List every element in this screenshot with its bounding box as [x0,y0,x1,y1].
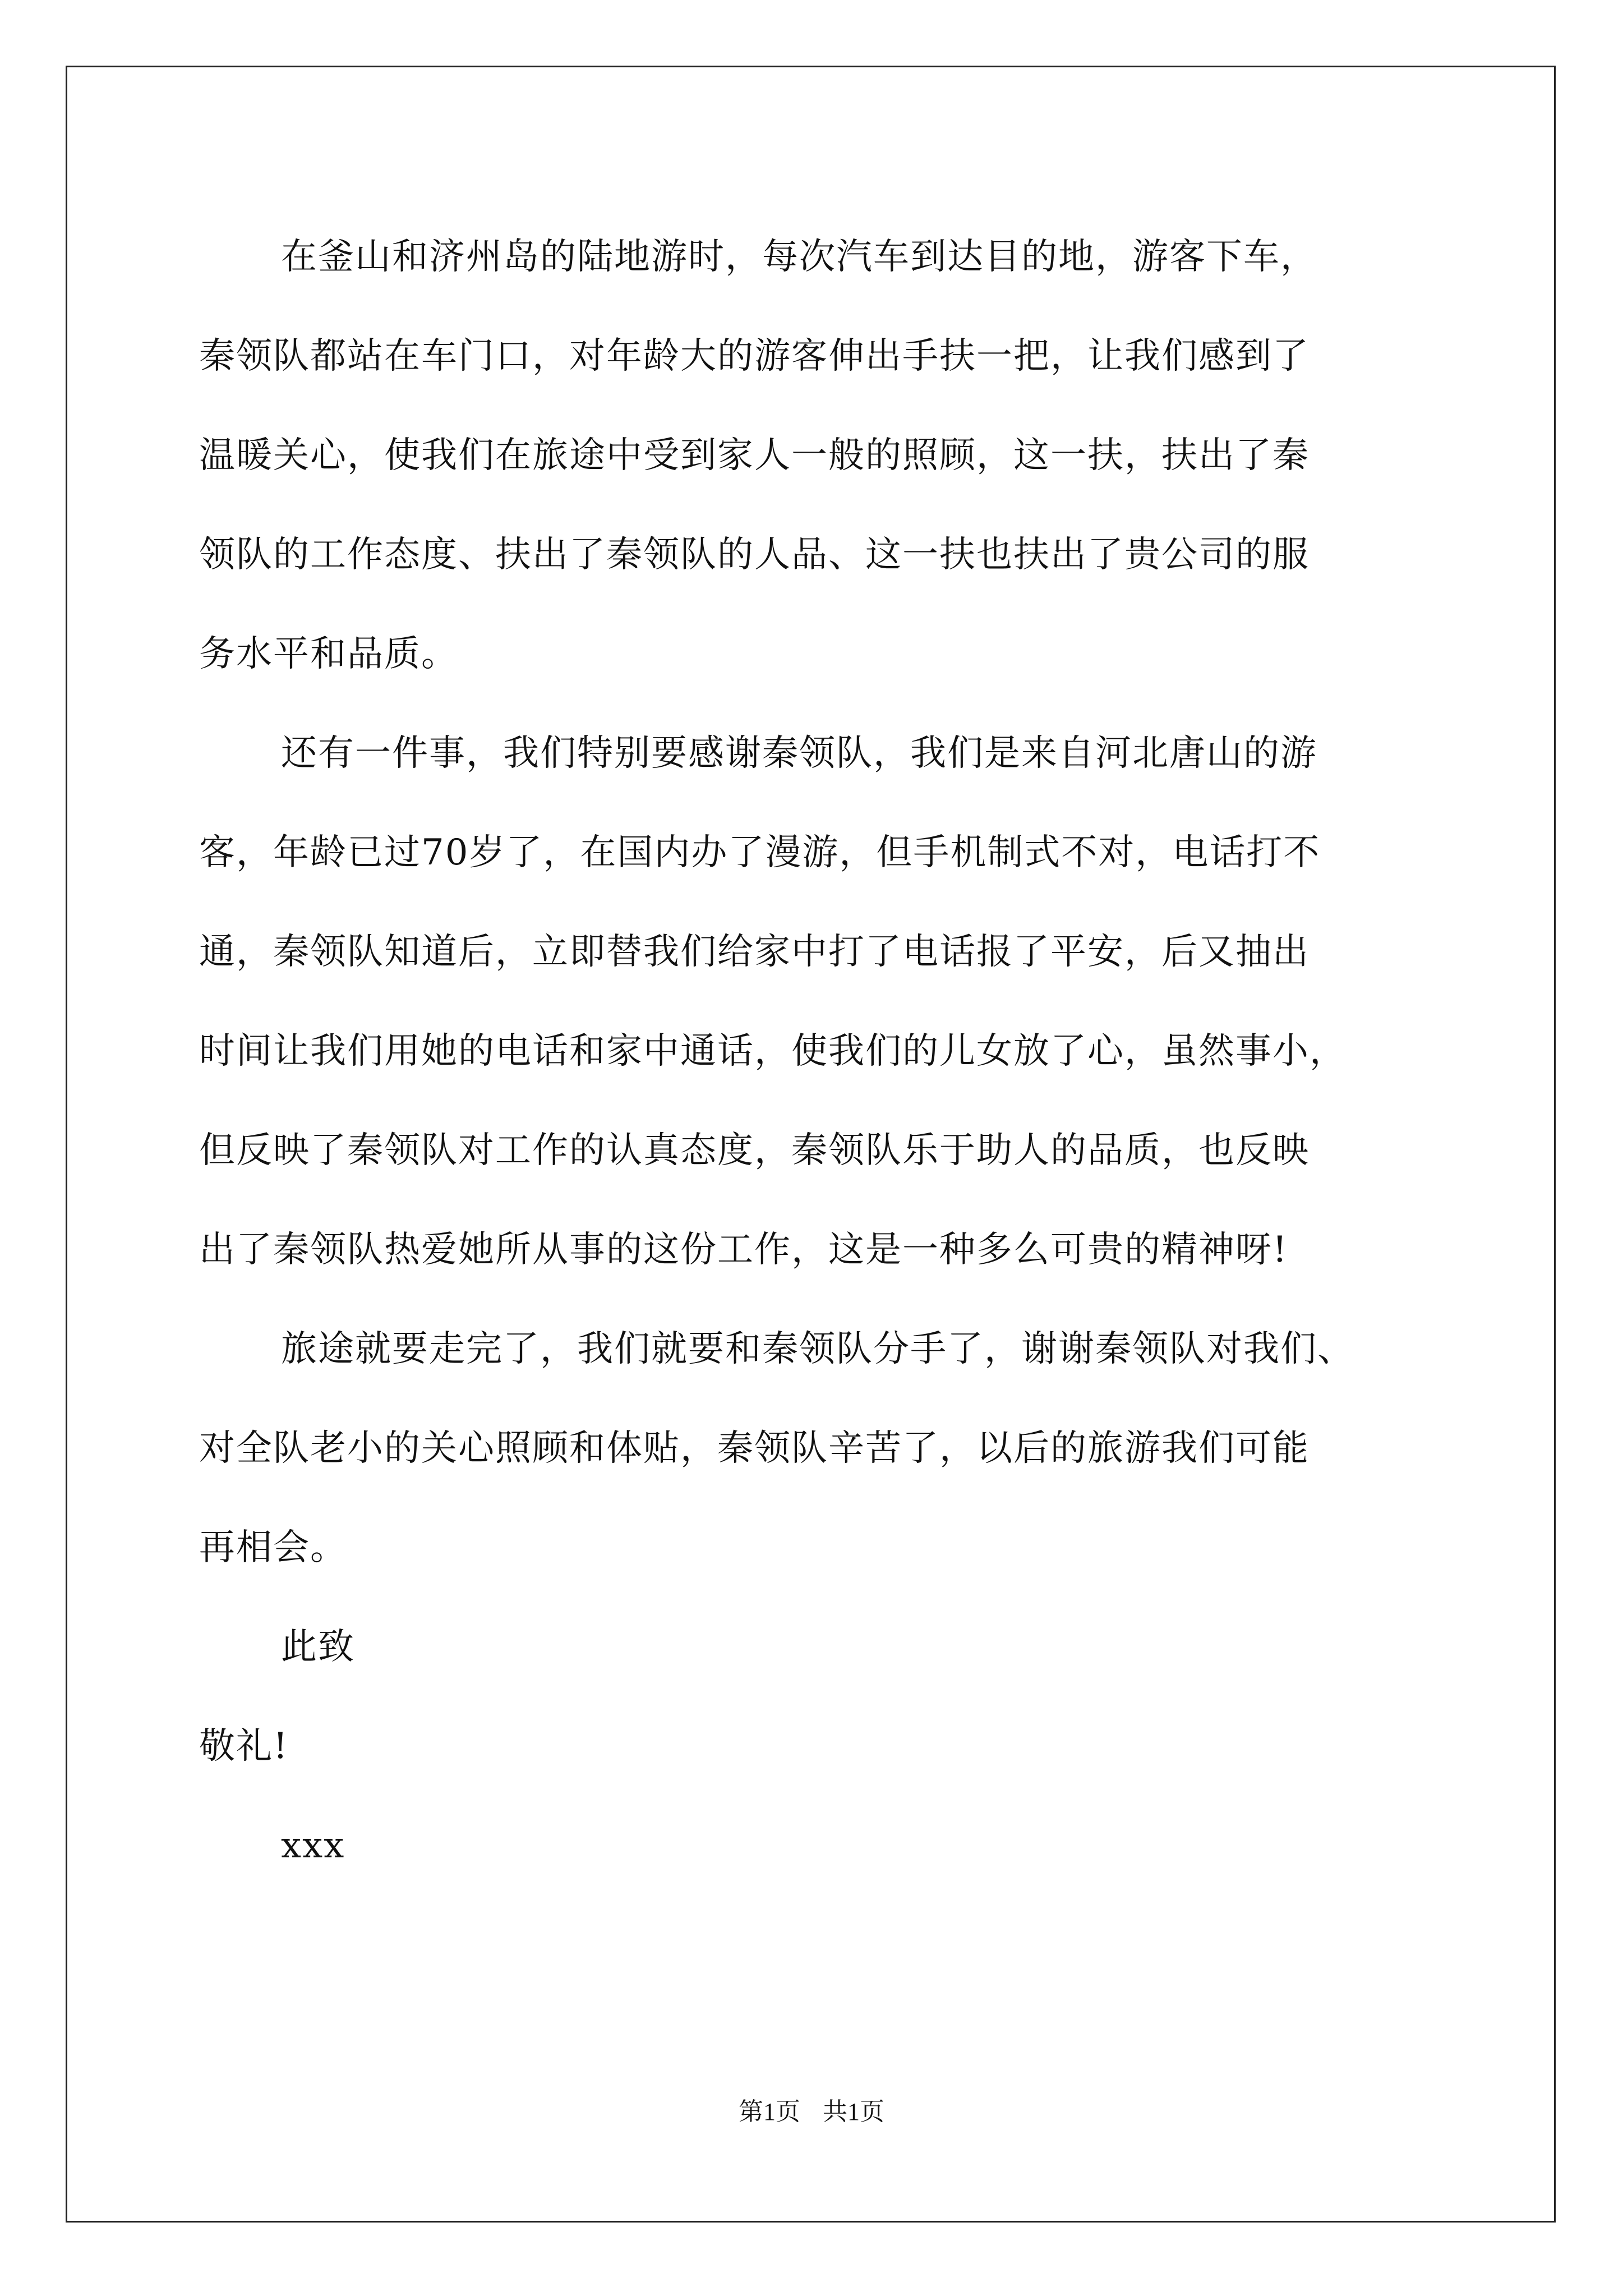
paragraph-2-line-5: 但反映了秦领队对工作的认真态度，秦领队乐于助人的品质，也反映 [199,1130,1310,1171]
paragraph-3-line-3: 再相会。 [199,1527,347,1568]
paragraph-2-line-6: 出了秦领队热爱她所从事的这份工作，这是一种多么可贵的精神呀! [199,1229,1288,1271]
paragraph-2-line-3: 通，秦领队知道后，立即替我们给家中打了电话报了平安，后又抽出 [199,931,1310,973]
paragraph-1-line-5: 务水平和品质。 [199,633,458,675]
paragraph-2-line-4: 时间让我们用她的电话和家中通话，使我们的儿女放了心，虽然事小， [199,1030,1347,1072]
page-number-current: 第1页 [739,2098,800,2125]
paragraph-2-line-1: 还有一件事，我们特别要感谢秦领队，我们是来自河北唐山的游 [281,733,1317,774]
paragraph-1-line-3: 温暖关心，使我们在旅途中受到家人一般的照顾，这一扶，扶出了秦 [199,435,1310,476]
letter-body [199,208,1427,1895]
paragraph-3-line-1: 旅途就要走完了，我们就要和秦领队分手了，谢谢秦领队对我们、 [281,1328,1354,1370]
paragraph-1-line-4: 领队的工作态度、扶出了秦领队的人品、这一扶也扶出了贵公司的服 [199,534,1310,576]
closing-salutation: 此致 [281,1626,355,1668]
signature: xxx [281,1825,345,1866]
paragraph-1-line-2: 秦领队都站在车门口，对年龄大的游客伸出手扶一把，让我们感到了 [199,335,1310,377]
paragraph-3-line-2: 对全队老小的关心照顾和体贴，秦领队辛苦了，以后的旅游我们可能 [199,1428,1310,1469]
paragraph-1-line-1: 在釜山和济州岛的陆地游时，每次汽车到达目的地，游客下车， [281,236,1317,278]
closing-respect: 敬礼! [199,1726,289,1767]
page-footer [0,2095,1623,2129]
page-number-total: 共1页 [823,2098,884,2125]
paragraph-2-line-2: 客，年龄已过70岁了，在国内办了漫游，但手机制式不对，电话打不 [199,832,1321,873]
